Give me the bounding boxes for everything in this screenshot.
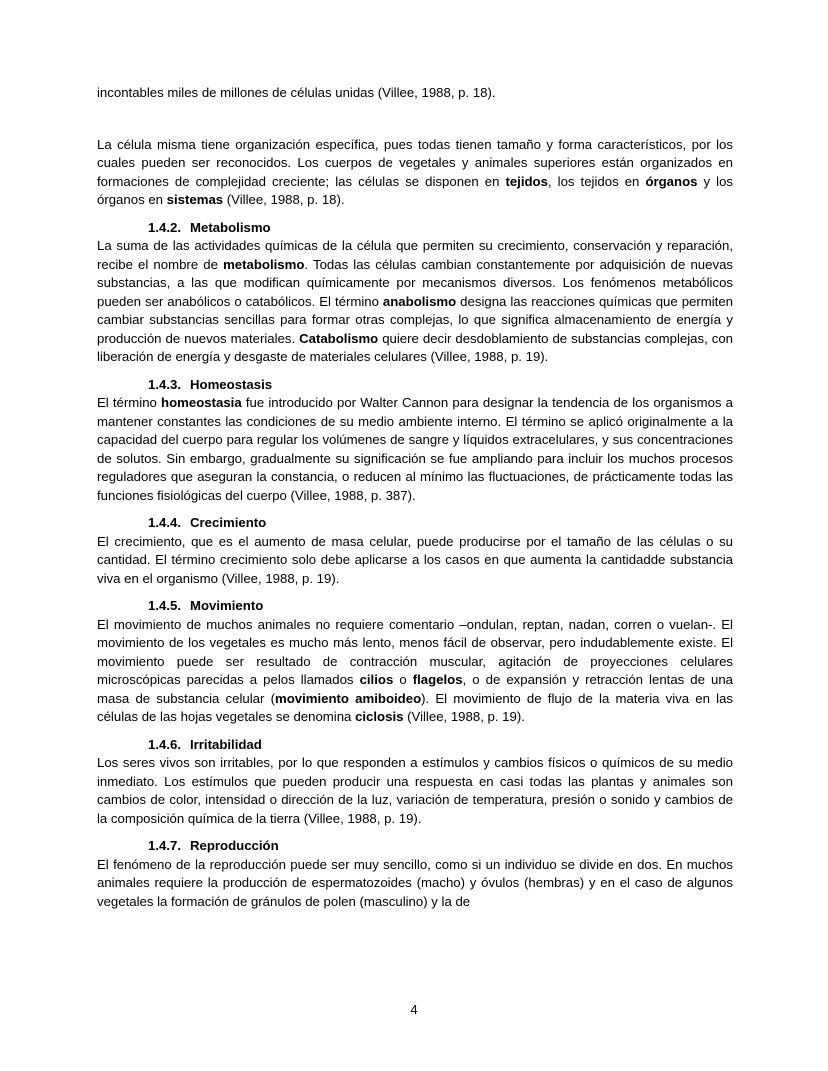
text-segment: La suma de las actividades químicas de la célula que permiten su crecimiento, conservación y reparación, recibe el nombre de <box>97 238 733 272</box>
section-heading-homeostasis <box>97 376 733 395</box>
text-segment: . Todas las células cambian constantemente por adquisición de nuevas substancias, a las que modifican químicamente por mecanismos diversos. Los fenómenos metabólicos pueden ser anabólicos o catabólicos. El término <box>97 256 733 309</box>
text-segment: (Villee, 1988, p. 19). <box>403 709 525 724</box>
paragraph-homeostasis <box>97 394 733 505</box>
text-segment: fue introducido por Walter Cannon para designar la tendencia de los organismos a mantener constantes las condiciones de su medio ambiente interno. El término se aplicó originalmente a la capacidad del cuerpo para regular los volúmenes de sangre y líquidos extracelulares, y sus concentraciones de solutos. Sin embargo, gradualmente su significación se fue ampliando para incluir los muchos procesos reguladores que aseguran la constancia, o reducen al mínimo las fluctuaciones, de prácticamente todas las funciones fisiológicas del cuerpo (Villee, 1988, p. 387). <box>97 395 733 503</box>
text-segment: El movimiento de muchos animales no requiere comentario –ondulan, reptan, nadan, corren o vuelan-. El movimiento de los vegetales es mucho más lento, menos fácil de observar, pero indudablemente existe. El movimiento puede ser resultado de contracción muscular, agitación de proyecciones celulares microscópicas parecidas a pelos llamados <box>97 616 733 687</box>
text-segment: y los órganos en <box>97 173 734 207</box>
term-homeostasia: homeostasia <box>161 395 242 410</box>
term-ciclosis: ciclosis <box>355 709 404 724</box>
heading-number: 1.4.2. <box>148 219 181 235</box>
heading-title: Movimiento <box>190 598 264 613</box>
paragraph-irritabilidad <box>97 754 733 828</box>
heading-title: Metabolismo <box>190 219 271 235</box>
page-number: 4 <box>410 1002 418 1017</box>
term-organos: órganos <box>645 173 698 189</box>
heading-number: 1.4.6. <box>148 736 181 752</box>
paragraph-reproduccion <box>97 856 733 912</box>
heading-number: 1.4.5. <box>148 598 181 613</box>
text-segment: quiere decir desdoblamiento de substancias complejas, con liberación de energía y desgaste de materiales celulares (Villee, 1988, p. 19). <box>97 330 733 364</box>
text-segment: , los tejidos en <box>547 173 646 189</box>
heading-number: 1.4.7. <box>148 838 181 853</box>
term-catabolismo: Catabolismo <box>299 330 379 346</box>
paragraph-cells-intro: incontables miles de millones de células unidas (Villee, 1988, p. 18). <box>97 85 496 100</box>
section-heading-crecimiento <box>97 514 733 533</box>
heading-number: 1.4.4. <box>148 515 181 530</box>
paragraph-metabolismo <box>97 237 733 367</box>
text-segment: o <box>393 672 413 687</box>
text-segment: El crecimiento, que es el aumento de masa celular, puede producirse por el tamaño de las células o su cantidad. El término crecimiento solo debe aplicarse a los casos en que aumenta la cantidadde substancia viva en el organismo (Villee, 1988, p. 19). <box>97 533 733 586</box>
term-movimiento-amiboideo: movimiento amiboideo <box>274 690 422 706</box>
paragraph-movimiento <box>97 616 733 727</box>
section-heading-reproduccion <box>97 837 733 856</box>
text-segment: ). El movimiento de flujo de la materia viva en las células de las hojas vegetales se denomina <box>97 690 734 724</box>
paragraph-cell-organization <box>97 136 733 210</box>
term-cilios: cilios <box>359 672 394 687</box>
text-segment: Los seres vivos son irritables, por lo que responden a estímulos y cambios físicos o químicos de su medio inmediato. Los estímulos que pueden producir una respuesta en casi todas las plantas y animales son cambios de color, intensidad o dirección de la luz, variación de temperatura, presión o sonido y cambios de la composición química de la tierra (Villee, 1988, p. 19). <box>97 755 733 826</box>
section-heading-metabolismo <box>97 219 733 238</box>
term-flagelos: flagelos <box>412 672 463 687</box>
term-anabolismo: anabolismo <box>382 293 457 309</box>
heading-title: Reproducción <box>190 838 279 853</box>
section-heading-movimiento <box>97 597 733 616</box>
text-segment: designa las reacciones químicas que permiten cambiar substancias sencillas para formar otras complejas, lo que significa almacenamiento de energía y producción de nuevos materiales. <box>97 293 733 346</box>
term-metabolismo: metabolismo <box>223 256 305 272</box>
text-segment: El fenómeno de la reproducción puede ser muy sencillo, como si un individuo se divide en dos. En muchos animales requiere la producción de espermatozoides (macho) y óvulos (hembras) y en el caso de algunos vegetales la formación de gránulos de polen (masculino) y la de <box>97 856 733 909</box>
section-heading-irritabilidad <box>97 736 733 755</box>
text-segment: El término <box>97 395 162 410</box>
text-segment: La célula misma tiene organización específica, pues todas tienen tamaño y forma característicos, por los cuales pueden ser reconocidos. Los cuerpos de vegetales y animales superiores están organizados en formaciones de complejidad creciente; las células se disponen en <box>97 136 733 189</box>
heading-title: Irritabilidad <box>190 736 262 752</box>
term-tejidos: tejidos <box>505 173 548 189</box>
heading-title: Crecimiento <box>190 515 267 530</box>
page-content <box>97 84 733 911</box>
term-sistemas: sistemas <box>166 192 224 207</box>
text-segment: (Villee, 1988, p. 18). <box>223 192 345 207</box>
paragraph-crecimiento <box>97 533 733 589</box>
text-segment: , o de expansión y retracción lentas de una masa de substancia celular ( <box>97 672 733 706</box>
heading-number: 1.4.3. <box>148 376 181 392</box>
heading-title: Homeostasis <box>190 376 273 392</box>
